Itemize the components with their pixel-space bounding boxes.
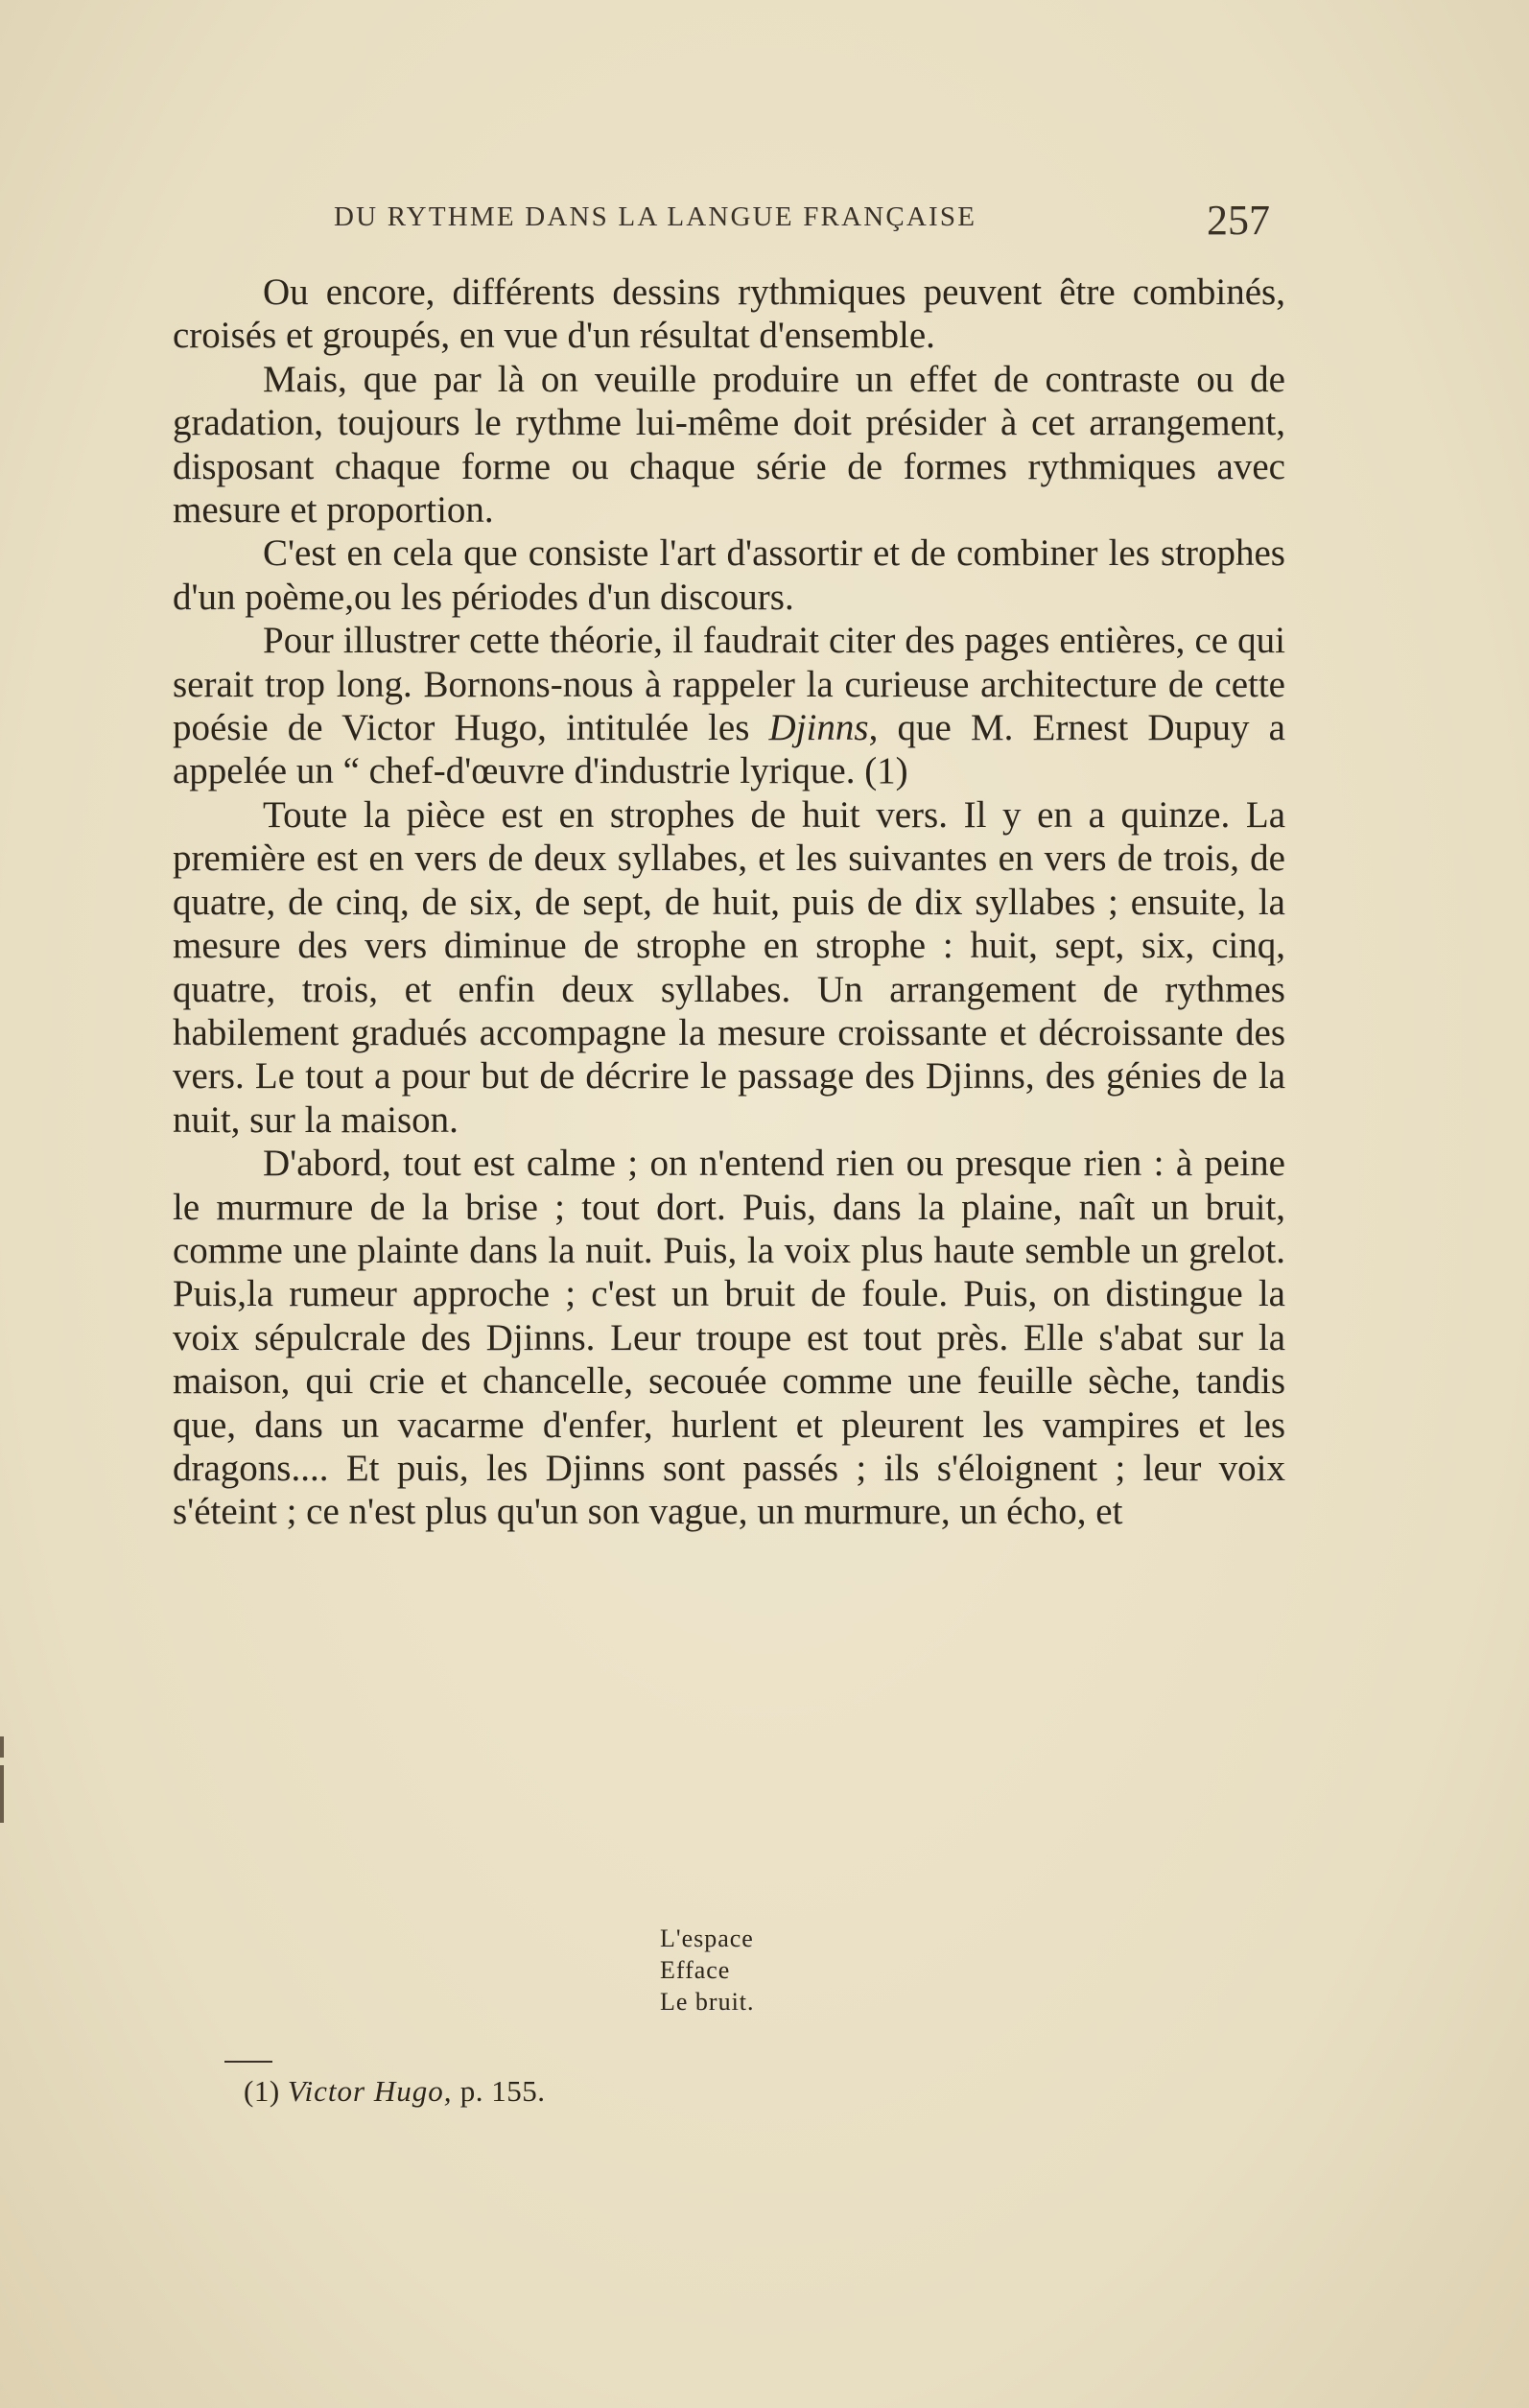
paragraph: C'est en cela que consiste l'art d'assortir et de combiner les strophes d'un poème,ou les périodes d'un discours.: [173, 532, 1285, 618]
footnote-page: p. 155.: [459, 2074, 546, 2108]
body-text: [173, 271, 1285, 1534]
footnote-divider: [224, 2061, 272, 2063]
verse-line: Efface: [660, 1956, 731, 1984]
paragraph: [173, 619, 1285, 793]
paragraph: Mais, que par là on veuille produire un effet de contraste ou de gradation, toujours le rythme lui-même doit présider à cet arrangement, disposant chaque forme ou chaque série de formes rythmiques avec mesure et proportion.: [173, 358, 1285, 531]
paragraph: D'abord, tout est calme ; on n'entend rien ou presque rien : à peine le murmure de la brise ; tout dort. Puis, dans la plaine, naît un bruit, comme une plainte dans la nuit. Puis, la voix plus haute semble un grelot. Puis,la rumeur approche ; c'est un bruit de foule. Puis, on distingue la voix sépulcrale des Djinns. Leur troupe est tout près. Elle s'abat sur la maison, qui crie et chancelle, secouée comme une feuille sèche, tandis que, dans un vacarme d'enfer, hurlent et pleurent les vampires et les dragons.... Et puis, les Djinns sont passés ; ils s'éloignent ; leur voix s'éteint ; ce n'est plus qu'un son vague, un murmure, un écho, et: [173, 1143, 1285, 1533]
footnote-source: Victor Hugo,: [287, 2074, 453, 2108]
verse-quote: [660, 1923, 755, 2018]
paragraph-text: , que M. Ernest Dupuy a appelée un “ chef-d'œuvre d'industrie lyrique. (1): [173, 707, 1285, 792]
running-title: DU RYTHME DANS LA LANGUE FRANÇAISE: [334, 201, 977, 232]
footnote: [244, 2074, 545, 2109]
verse-line: Le bruit.: [660, 1988, 755, 2016]
paragraph: Toute la pièce est en strophes de huit vers. Il y en a quinze. La première est en vers de deux syllabes, et les suivantes en vers de trois, de quatre, de cinq, de six, de sept, de huit, puis de dix syllabes ; ensuite, la mesure des vers diminue de strophe en strophe : huit, sept, six, cinq, quatre, trois, et enfin deux syllabes. Un arrangement de rythmes habilement gradués accompagne la mesure croissante et décroissante des vers. Le tout a pour but de décrire le passage des Djinns, des génies de la nuit, sur la maison.: [173, 793, 1285, 1141]
poem-title: Djinns: [768, 707, 869, 749]
binding-mark: [0, 1765, 4, 1823]
page-number: 257: [1207, 197, 1270, 244]
binding-mark: [0, 1736, 4, 1758]
paragraph-text: Pour illustrer cette théorie, il faudrait citer des pages entières, ce qui serait trop long. Bornons-nous à rappeler la curieuse architecture de cette poésie de Victor Hugo, intitulée les: [173, 620, 1285, 749]
paragraph: Ou encore, différents dessins rythmiques peuvent être combinés, croisés et groupés, en vue d'un résultat d'ensemble.: [173, 271, 1285, 357]
verse-line: L'espace: [660, 1924, 754, 1952]
footnote-marker: (1): [244, 2074, 280, 2108]
